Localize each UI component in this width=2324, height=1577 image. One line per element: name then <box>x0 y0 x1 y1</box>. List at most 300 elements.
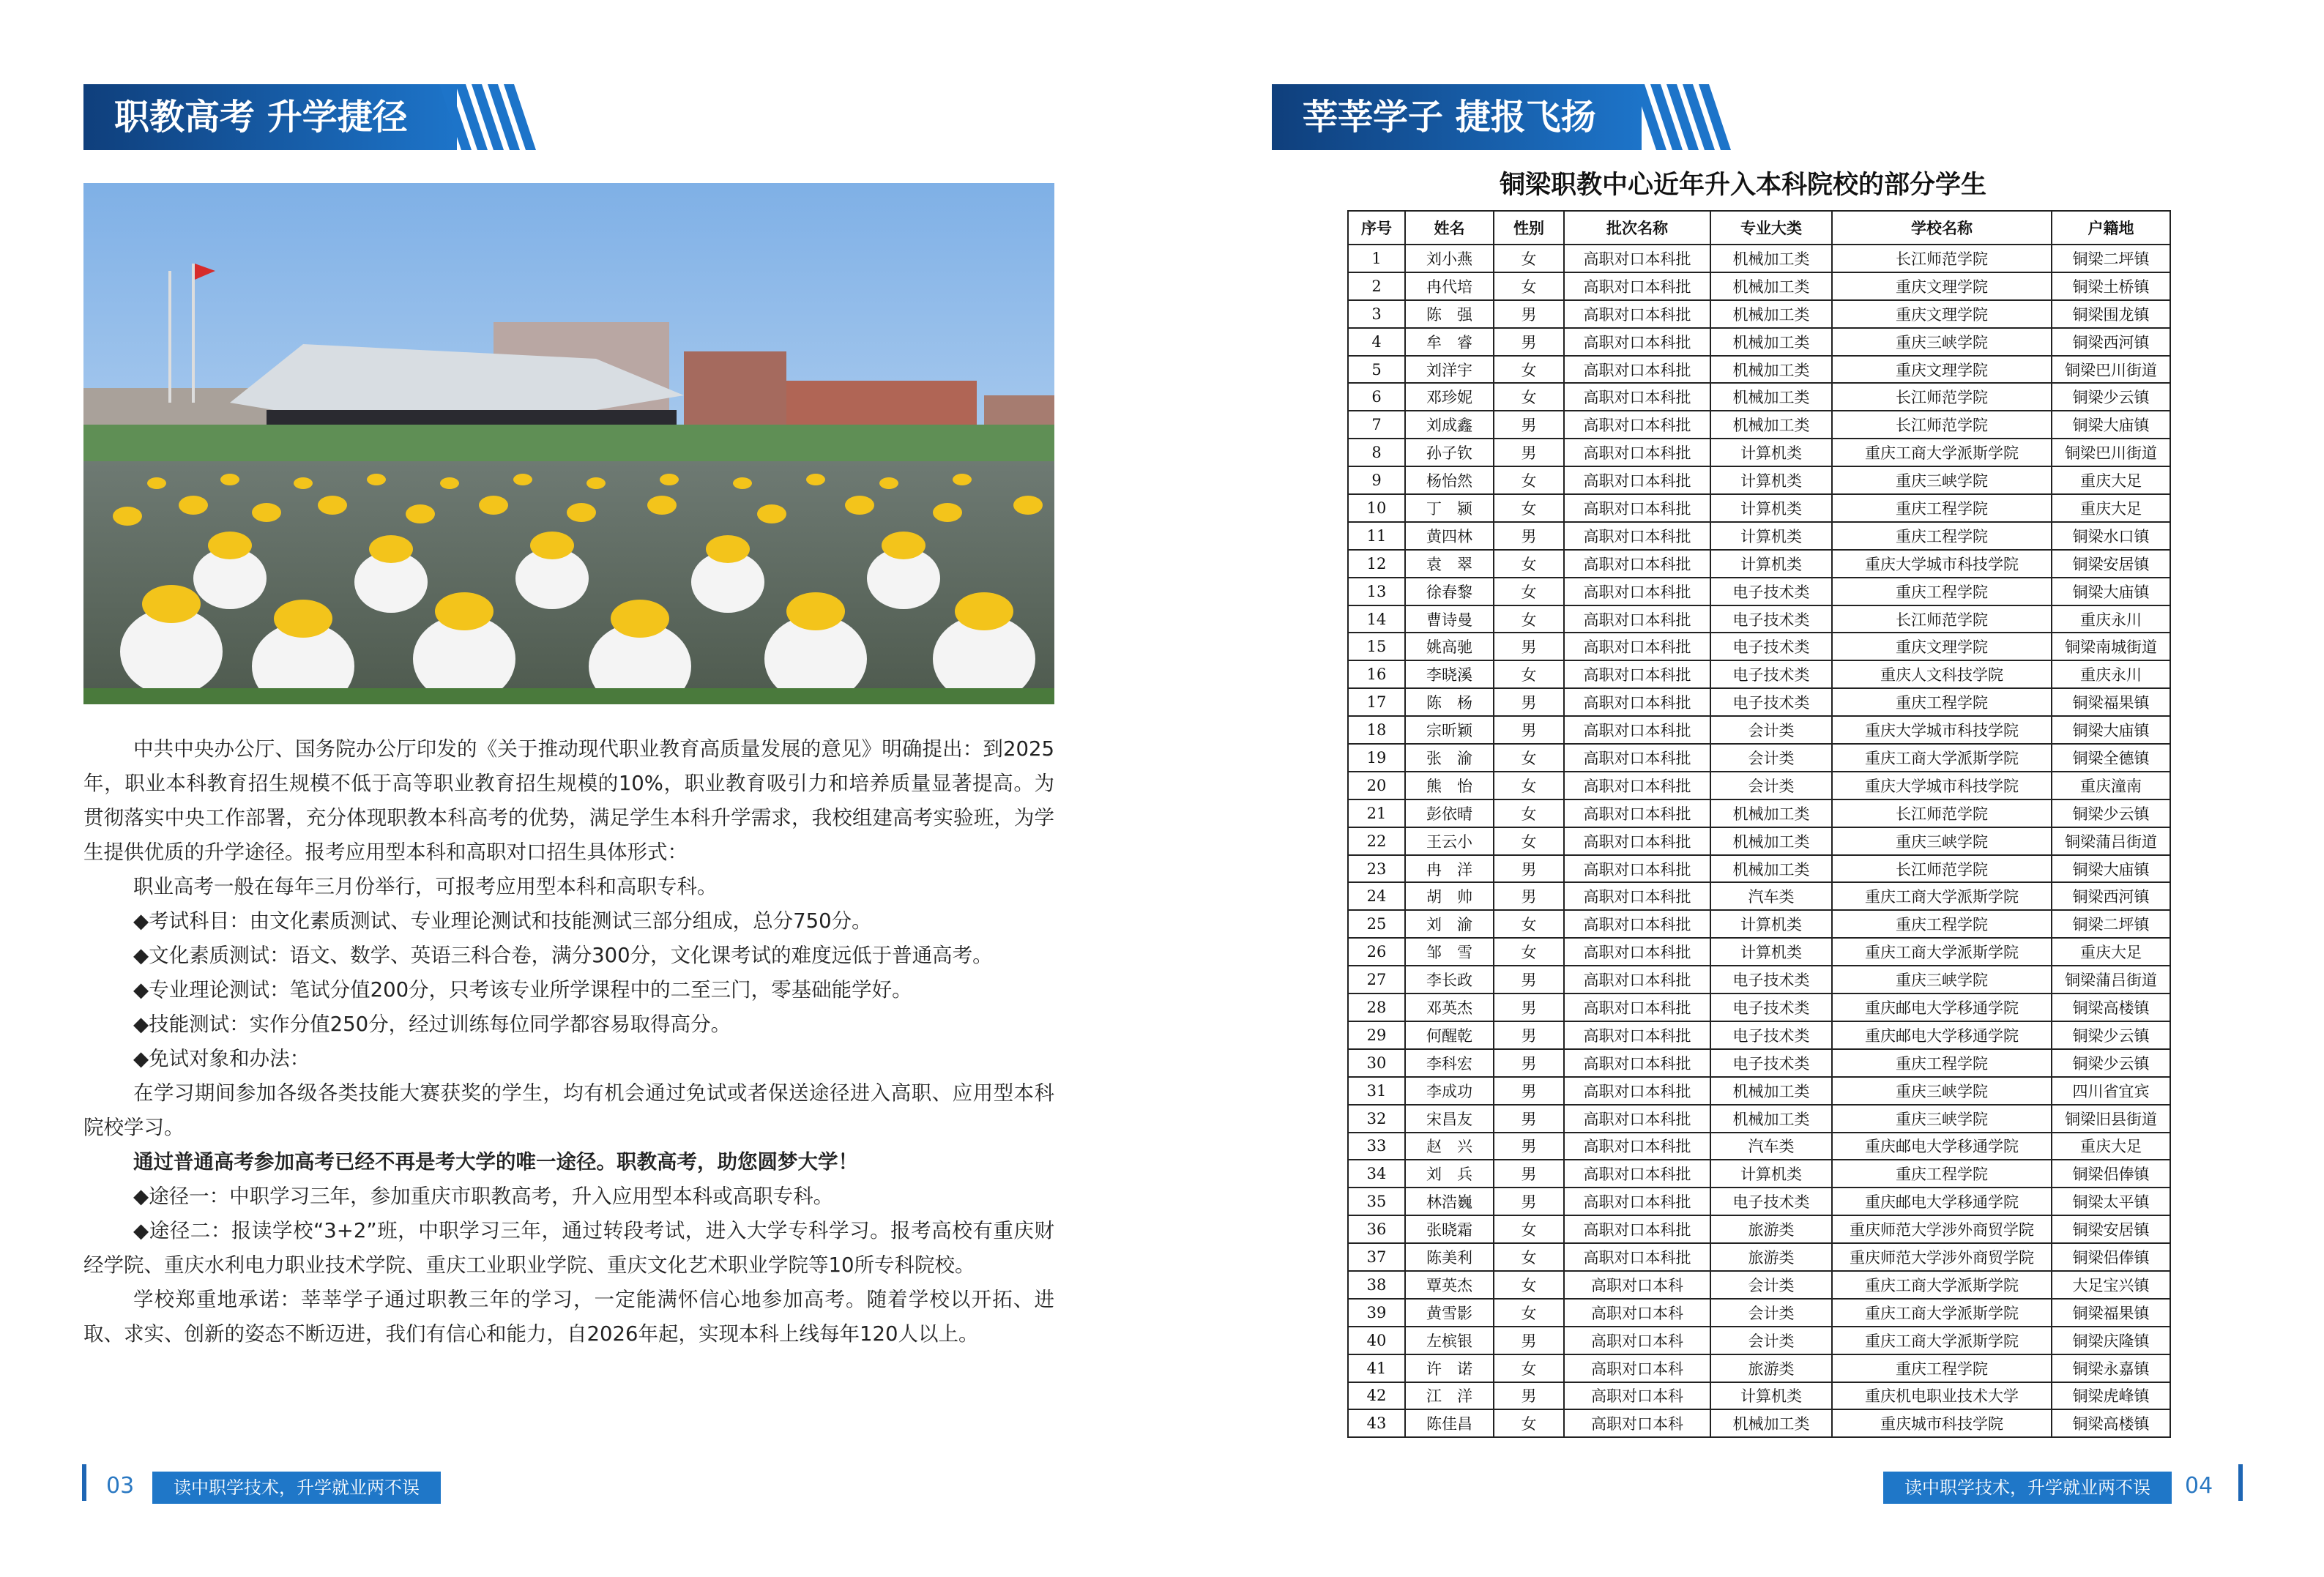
table-cell: 电子技术类 <box>1710 993 1832 1021</box>
table-cell: 重庆三峡学院 <box>1832 328 2052 356</box>
table-cell: 重庆邮电大学移通学院 <box>1832 1133 2052 1160</box>
table-cell: 铜梁水口镇 <box>2052 522 2170 550</box>
table-cell: 重庆工商大学派斯学院 <box>1832 439 2052 466</box>
table-cell: 铜梁大庙镇 <box>2052 716 2170 744</box>
table-cell: 黄四林 <box>1405 522 1494 550</box>
paragraph: 在学习期间参加各级各类技能大赛获奖的学生，均有机会通过免试或者保送途径进入高职、应用型本科院校学习。 <box>83 1081 1054 1139</box>
table-row <box>1348 827 2170 855</box>
table-cell: 李成功 <box>1405 1077 1494 1105</box>
table-cell: 重庆工商大学派斯学院 <box>1832 1299 2052 1327</box>
table-cell: 重庆工程学院 <box>1832 1049 2052 1077</box>
table-row <box>1348 716 2170 744</box>
table-cell: 会计类 <box>1710 1327 1832 1354</box>
banner-stripes-icon <box>439 84 542 150</box>
ceremony-photo <box>83 183 1054 704</box>
table-cell: 长江师范学院 <box>1832 411 2052 439</box>
table-cell: 男 <box>1494 522 1564 550</box>
table-row <box>1348 799 2170 827</box>
table-cell: 重庆邮电大学移通学院 <box>1832 1188 2052 1215</box>
table-row <box>1348 578 2170 605</box>
table-cell: 高职对口本科 <box>1564 1354 1710 1382</box>
table-row <box>1348 1160 2170 1188</box>
table-cell: 女 <box>1494 383 1564 411</box>
table-cell: 重庆永川 <box>2052 660 2170 688</box>
table-cell: 长江师范学院 <box>1832 605 2052 633</box>
table-cell: 长江师范学院 <box>1832 245 2052 272</box>
table-cell: 高职对口本科批 <box>1564 550 1710 578</box>
table-row <box>1348 1133 2170 1160</box>
table-cell: 牟 睿 <box>1405 328 1494 356</box>
table-row <box>1348 1354 2170 1382</box>
table-row <box>1348 1105 2170 1133</box>
paragraph: 通过普通高考参加高考已经不再是考大学的唯一途径。职教高考，助您圆梦大学！ <box>133 1150 858 1174</box>
table-cell: 重庆邮电大学移通学院 <box>1832 993 2052 1021</box>
table-cell: 汽车类 <box>1710 882 1832 910</box>
table-cell: 男 <box>1494 1077 1564 1105</box>
table-row <box>1348 1382 2170 1410</box>
table-cell: 机械加工类 <box>1710 272 1832 300</box>
table-cell: 李长政 <box>1405 966 1494 993</box>
table-cell: 13 <box>1348 578 1405 605</box>
table-cell: 女 <box>1494 605 1564 633</box>
column-header: 学校名称 <box>1832 211 2052 245</box>
table-cell: 高职对口本科批 <box>1564 300 1710 328</box>
table-cell: 男 <box>1494 633 1564 660</box>
table-cell: 重庆三峡学院 <box>1832 966 2052 993</box>
table-cell: 左槟银 <box>1405 1327 1494 1354</box>
table-cell: 男 <box>1494 1021 1564 1049</box>
table-cell: 电子技术类 <box>1710 966 1832 993</box>
table-cell: 铜梁巴川街道 <box>2052 439 2170 466</box>
table-cell: 高职对口本科批 <box>1564 411 1710 439</box>
table-cell: 男 <box>1494 1327 1564 1354</box>
table-cell: 高职对口本科 <box>1564 1299 1710 1327</box>
table-cell: 机械加工类 <box>1710 1105 1832 1133</box>
table-cell: 铜梁侣俸镇 <box>2052 1243 2170 1271</box>
table-cell: 8 <box>1348 439 1405 466</box>
table-cell: 铜梁土桥镇 <box>2052 272 2170 300</box>
table-cell: 男 <box>1494 855 1564 883</box>
table-cell: 重庆工程学院 <box>1832 910 2052 938</box>
table-cell: 铜梁二坪镇 <box>2052 910 2170 938</box>
table-cell: 高职对口本科批 <box>1564 827 1710 855</box>
table-row <box>1348 466 2170 494</box>
table-row <box>1348 1243 2170 1271</box>
footer-bar <box>82 1464 86 1501</box>
table-cell: 机械加工类 <box>1710 799 1832 827</box>
table-cell: 铜梁安居镇 <box>2052 550 2170 578</box>
table-cell: 男 <box>1494 1049 1564 1077</box>
table-cell: 高职对口本科批 <box>1564 660 1710 688</box>
table-cell: 28 <box>1348 993 1405 1021</box>
table-row <box>1348 1188 2170 1215</box>
table-cell: 重庆邮电大学移通学院 <box>1832 1021 2052 1049</box>
table-cell: 高职对口本科 <box>1564 1382 1710 1410</box>
table-cell: 女 <box>1494 494 1564 522</box>
table-cell: 男 <box>1494 993 1564 1021</box>
table-cell: 女 <box>1494 272 1564 300</box>
table-row <box>1348 439 2170 466</box>
table-cell: 铜梁高楼镇 <box>2052 993 2170 1021</box>
page-number: 04 <box>2185 1473 2213 1499</box>
table-cell: 计算机类 <box>1710 522 1832 550</box>
table-cell: 会计类 <box>1710 1271 1832 1299</box>
table-cell: 男 <box>1494 1105 1564 1133</box>
table-cell: 重庆永川 <box>2052 605 2170 633</box>
table-cell: 重庆工商大学派斯学院 <box>1832 1327 2052 1354</box>
table-cell: 1 <box>1348 245 1405 272</box>
table-cell: 高职对口本科批 <box>1564 356 1710 384</box>
table-cell: 高职对口本科批 <box>1564 882 1710 910</box>
table-cell: 男 <box>1494 1188 1564 1215</box>
table-cell: 旅游类 <box>1710 1354 1832 1382</box>
table-row <box>1348 522 2170 550</box>
table-cell: 铜梁蒲吕街道 <box>2052 966 2170 993</box>
table-row <box>1348 910 2170 938</box>
table-cell: 计算机类 <box>1710 910 1832 938</box>
banner-stripes-icon <box>1634 84 1737 150</box>
table-cell: 刘洋宇 <box>1405 356 1494 384</box>
table-cell: 重庆师范大学涉外商贸学院 <box>1832 1215 2052 1243</box>
table-cell: 重庆文理学院 <box>1832 633 2052 660</box>
table-cell: 15 <box>1348 633 1405 660</box>
table-cell: 陈 杨 <box>1405 688 1494 716</box>
table-cell: 机械加工类 <box>1710 300 1832 328</box>
table-cell: 冉代培 <box>1405 272 1494 300</box>
table-cell: 江 洋 <box>1405 1382 1494 1410</box>
table-cell: 重庆机电职业技术大学 <box>1832 1382 2052 1410</box>
table-cell: 高职对口本科 <box>1564 1327 1710 1354</box>
table-cell: 电子技术类 <box>1710 1188 1832 1215</box>
table-cell: 高职对口本科批 <box>1564 772 1710 799</box>
table-cell: 铜梁少云镇 <box>2052 1021 2170 1049</box>
banner-title: 莘莘学子 捷报飞扬 <box>1303 97 1596 138</box>
table-cell: 31 <box>1348 1077 1405 1105</box>
table-cell: 铜梁二坪镇 <box>2052 245 2170 272</box>
table-cell: 33 <box>1348 1133 1405 1160</box>
table-cell: 女 <box>1494 660 1564 688</box>
table-row <box>1348 993 2170 1021</box>
table-cell: 铜梁永嘉镇 <box>2052 1354 2170 1382</box>
table-cell: 高职对口本科批 <box>1564 272 1710 300</box>
table-row <box>1348 328 2170 356</box>
table-cell: 高职对口本科批 <box>1564 1188 1710 1215</box>
table-cell: 14 <box>1348 605 1405 633</box>
table-row <box>1348 744 2170 772</box>
table-cell: 重庆潼南 <box>2052 772 2170 799</box>
table-row <box>1348 882 2170 910</box>
table-cell: 18 <box>1348 716 1405 744</box>
table-cell: 男 <box>1494 411 1564 439</box>
table-cell: 机械加工类 <box>1710 1077 1832 1105</box>
table-cell: 12 <box>1348 550 1405 578</box>
table-cell: 高职对口本科批 <box>1564 744 1710 772</box>
table-cell: 女 <box>1494 1354 1564 1382</box>
column-header: 专业大类 <box>1710 211 1832 245</box>
table-cell: 机械加工类 <box>1710 411 1832 439</box>
table-cell: 计算机类 <box>1710 494 1832 522</box>
table-cell: 计算机类 <box>1710 1160 1832 1188</box>
footer-slogan: 读中职学技术，升学就业两不误 <box>1883 1472 2172 1504</box>
table-cell: 电子技术类 <box>1710 605 1832 633</box>
table-cell: 黄雪影 <box>1405 1299 1494 1327</box>
table-cell: 高职对口本科批 <box>1564 1160 1710 1188</box>
table-cell: 铜梁围龙镇 <box>2052 300 2170 328</box>
table-cell: 高职对口本科批 <box>1564 578 1710 605</box>
table-cell: 计算机类 <box>1710 550 1832 578</box>
table-cell: 铜梁大庙镇 <box>2052 578 2170 605</box>
table-cell: 铜梁少云镇 <box>2052 799 2170 827</box>
table-cell: 铜梁巴川街道 <box>2052 356 2170 384</box>
table-cell: 铜梁全德镇 <box>2052 744 2170 772</box>
table-cell: 刘 渝 <box>1405 910 1494 938</box>
table-cell: 41 <box>1348 1354 1405 1382</box>
table-cell: 孙子钦 <box>1405 439 1494 466</box>
table-cell: 高职对口本科批 <box>1564 466 1710 494</box>
table-cell: 高职对口本科批 <box>1564 1077 1710 1105</box>
paragraph: ◆途径一：中职学习三年，参加重庆市职教高考，升入应用型本科或高职专科。 <box>133 1185 834 1208</box>
footer-bar <box>2238 1464 2243 1501</box>
table-cell: 26 <box>1348 938 1405 966</box>
table-cell: 重庆文理学院 <box>1832 356 2052 384</box>
table-cell: 高职对口本科批 <box>1564 633 1710 660</box>
table-cell: 计算机类 <box>1710 466 1832 494</box>
table-row <box>1348 1077 2170 1105</box>
table-cell: 高职对口本科批 <box>1564 938 1710 966</box>
table-cell: 19 <box>1348 744 1405 772</box>
table-cell: 25 <box>1348 910 1405 938</box>
table-cell: 高职对口本科批 <box>1564 383 1710 411</box>
right-page <box>1162 0 2324 1577</box>
table-cell: 34 <box>1348 1160 1405 1188</box>
table-cell: 24 <box>1348 882 1405 910</box>
table-cell: 计算机类 <box>1710 938 1832 966</box>
table-cell: 女 <box>1494 827 1564 855</box>
table-cell: 女 <box>1494 245 1564 272</box>
table-cell: 电子技术类 <box>1710 688 1832 716</box>
table-cell: 宗昕颖 <box>1405 716 1494 744</box>
paragraph: 职业高考一般在每年三月份举行，可报考应用型本科和高职专科。 <box>133 875 718 898</box>
table-cell: 姚高驰 <box>1405 633 1494 660</box>
table-cell: 高职对口本科批 <box>1564 966 1710 993</box>
table-cell: 重庆工商大学派斯学院 <box>1832 938 2052 966</box>
table-cell: 重庆三峡学院 <box>1832 1077 2052 1105</box>
table-cell: 女 <box>1494 910 1564 938</box>
table-cell: 40 <box>1348 1327 1405 1354</box>
table-cell: 男 <box>1494 966 1564 993</box>
section-banner <box>1272 84 1642 150</box>
table-cell: 重庆大足 <box>2052 1133 2170 1160</box>
paragraph: 中共中央办公厅、国务院办公厅印发的《关于推动现代职业教育高质量发展的意见》明确提出：到2025年，职业本科教育招生规模不低于高等职业教育招生规模的10%，职业教育吸引力和培养质量显著提高。为贯彻落实中央工作部署，充分体现职教本科高考的优势，满足学生本科升学需求，我校组建高考实验班，为学生提供优质的升学途径。报考应用型本科和高职对口招生具体形式： <box>83 737 1054 864</box>
table-cell: 男 <box>1494 439 1564 466</box>
table-cell: 35 <box>1348 1188 1405 1215</box>
table-cell: 男 <box>1494 688 1564 716</box>
table-cell: 36 <box>1348 1215 1405 1243</box>
table-cell: 女 <box>1494 550 1564 578</box>
table-row <box>1348 383 2170 411</box>
table-cell: 熊 怡 <box>1405 772 1494 799</box>
table-cell: 重庆文理学院 <box>1832 272 2052 300</box>
students-table <box>1347 210 2171 1438</box>
table-row <box>1348 1271 2170 1299</box>
table-row <box>1348 605 2170 633</box>
table-cell: 39 <box>1348 1299 1405 1327</box>
table-cell: 23 <box>1348 855 1405 883</box>
table-cell: 刘 兵 <box>1405 1160 1494 1188</box>
table-cell: 计算机类 <box>1710 1382 1832 1410</box>
table-cell: 重庆工程学院 <box>1832 578 2052 605</box>
table-header-row <box>1348 211 2170 245</box>
table-row <box>1348 1299 2170 1327</box>
table-cell: 男 <box>1494 882 1564 910</box>
table-row <box>1348 1021 2170 1049</box>
table-row <box>1348 1049 2170 1077</box>
table-cell: 16 <box>1348 660 1405 688</box>
table-cell: 旅游类 <box>1710 1215 1832 1243</box>
table-row <box>1348 938 2170 966</box>
table-cell: 女 <box>1494 938 1564 966</box>
table-cell: 重庆大足 <box>2052 938 2170 966</box>
table-cell: 会计类 <box>1710 772 1832 799</box>
table-cell: 高职对口本科批 <box>1564 799 1710 827</box>
table-cell: 邹 雪 <box>1405 938 1494 966</box>
table-cell: 男 <box>1494 1382 1564 1410</box>
table-cell: 铜梁西河镇 <box>2052 882 2170 910</box>
table-cell: 重庆工程学院 <box>1832 494 2052 522</box>
body-text <box>83 732 1054 1352</box>
table-cell: 机械加工类 <box>1710 328 1832 356</box>
table-cell: 27 <box>1348 966 1405 993</box>
table-cell: 男 <box>1494 328 1564 356</box>
table-cell: 高职对口本科批 <box>1564 716 1710 744</box>
column-header: 姓名 <box>1405 211 1494 245</box>
table-cell: 高职对口本科批 <box>1564 1215 1710 1243</box>
table-cell: 重庆师范大学涉外商贸学院 <box>1832 1243 2052 1271</box>
table-cell: 电子技术类 <box>1710 1049 1832 1077</box>
table-cell: 重庆大学城市科技学院 <box>1832 772 2052 799</box>
table-cell: 张 渝 <box>1405 744 1494 772</box>
table-cell: 机械加工类 <box>1710 356 1832 384</box>
table-cell: 铜梁旧县街道 <box>2052 1105 2170 1133</box>
table-cell: 重庆文理学院 <box>1832 300 2052 328</box>
table-row <box>1348 966 2170 993</box>
table-cell: 女 <box>1494 1243 1564 1271</box>
table-cell: 邓珍妮 <box>1405 383 1494 411</box>
table-cell: 刘小燕 <box>1405 245 1494 272</box>
table-cell: 高职对口本科批 <box>1564 1049 1710 1077</box>
table-row <box>1348 356 2170 384</box>
table-cell: 机械加工类 <box>1710 827 1832 855</box>
table-cell: 高职对口本科批 <box>1564 993 1710 1021</box>
table-cell: 38 <box>1348 1271 1405 1299</box>
table-cell: 铜梁大庙镇 <box>2052 411 2170 439</box>
table-cell: 会计类 <box>1710 1299 1832 1327</box>
table-cell: 覃英杰 <box>1405 1271 1494 1299</box>
table-cell: 铜梁福果镇 <box>2052 1299 2170 1327</box>
paragraph: 学校郑重地承诺：莘莘学子通过职教三年的学习，一定能满怀信心地参加高考。随着学校以开拓、进取、求实、创新的姿态不断迈进，我们有信心和能力，自2026年起，实现本科上线每年120人以上。 <box>83 1288 1054 1346</box>
table-cell: 杨怡然 <box>1405 466 1494 494</box>
table-cell: 高职对口本科批 <box>1564 1133 1710 1160</box>
table-cell: 刘成鑫 <box>1405 411 1494 439</box>
table-cell: 42 <box>1348 1382 1405 1410</box>
column-header: 序号 <box>1348 211 1405 245</box>
table-cell: 铜梁太平镇 <box>2052 1188 2170 1215</box>
table-row <box>1348 1327 2170 1354</box>
table-cell: 37 <box>1348 1243 1405 1271</box>
table-cell: 赵 兴 <box>1405 1133 1494 1160</box>
table-cell: 17 <box>1348 688 1405 716</box>
table-cell: 四川省宜宾 <box>2052 1077 2170 1105</box>
table-row <box>1348 772 2170 799</box>
table-cell: 女 <box>1494 744 1564 772</box>
table-cell: 高职对口本科批 <box>1564 1105 1710 1133</box>
table-cell: 机械加工类 <box>1710 245 1832 272</box>
table-cell: 30 <box>1348 1049 1405 1077</box>
table-cell: 重庆城市科技学院 <box>1832 1409 2052 1437</box>
table-cell: 铜梁侣俸镇 <box>2052 1160 2170 1188</box>
table-cell: 铜梁高楼镇 <box>2052 1409 2170 1437</box>
table-row <box>1348 300 2170 328</box>
table-cell: 会计类 <box>1710 744 1832 772</box>
table-row <box>1348 633 2170 660</box>
table-cell: 高职对口本科批 <box>1564 605 1710 633</box>
table-cell: 32 <box>1348 1105 1405 1133</box>
paragraph: ◆免试对象和办法： <box>133 1047 310 1070</box>
paragraph: ◆途径二：报读学校“3+2”班，中职学习三年，通过转段考试，进入大学专科学习。报考高校有重庆财经学院、重庆水利电力职业技术学院、重庆工业职业学院、重庆文化艺术职业学院等10所专科院校。 <box>83 1219 1054 1277</box>
table-cell: 10 <box>1348 494 1405 522</box>
table-cell: 3 <box>1348 300 1405 328</box>
table-cell: 女 <box>1494 1299 1564 1327</box>
table-cell: 女 <box>1494 578 1564 605</box>
table-row <box>1348 245 2170 272</box>
table-cell: 长江师范学院 <box>1832 855 2052 883</box>
table-cell: 高职对口本科批 <box>1564 910 1710 938</box>
table-cell: 男 <box>1494 716 1564 744</box>
table-cell: 2 <box>1348 272 1405 300</box>
table-cell: 王云小 <box>1405 827 1494 855</box>
table-cell: 李晓溪 <box>1405 660 1494 688</box>
table-cell: 重庆三峡学院 <box>1832 1105 2052 1133</box>
table-cell: 重庆三峡学院 <box>1832 827 2052 855</box>
table-cell: 长江师范学院 <box>1832 383 2052 411</box>
table-cell: 高职对口本科批 <box>1564 439 1710 466</box>
table-cell: 宋昌友 <box>1405 1105 1494 1133</box>
table-cell: 陈佳昌 <box>1405 1409 1494 1437</box>
table-cell: 重庆三峡学院 <box>1832 466 2052 494</box>
table-row <box>1348 660 2170 688</box>
table-cell: 机械加工类 <box>1710 383 1832 411</box>
table-cell: 铜梁安居镇 <box>2052 1215 2170 1243</box>
table-cell: 铜梁西河镇 <box>2052 328 2170 356</box>
table-cell: 电子技术类 <box>1710 633 1832 660</box>
table-cell: 高职对口本科批 <box>1564 328 1710 356</box>
table-cell: 铜梁大庙镇 <box>2052 855 2170 883</box>
table-cell: 男 <box>1494 1133 1564 1160</box>
table-cell: 重庆大学城市科技学院 <box>1832 716 2052 744</box>
table-cell: 铜梁福果镇 <box>2052 688 2170 716</box>
table-cell: 重庆工商大学派斯学院 <box>1832 882 2052 910</box>
table-row <box>1348 688 2170 716</box>
table-cell: 29 <box>1348 1021 1405 1049</box>
table-cell: 6 <box>1348 383 1405 411</box>
table-cell: 铜梁虎峰镇 <box>2052 1382 2170 1410</box>
table-cell: 22 <box>1348 827 1405 855</box>
table-cell: 7 <box>1348 411 1405 439</box>
table-cell: 高职对口本科批 <box>1564 855 1710 883</box>
table-cell: 电子技术类 <box>1710 578 1832 605</box>
table-cell: 陈美利 <box>1405 1243 1494 1271</box>
table-cell: 林浩巍 <box>1405 1188 1494 1215</box>
